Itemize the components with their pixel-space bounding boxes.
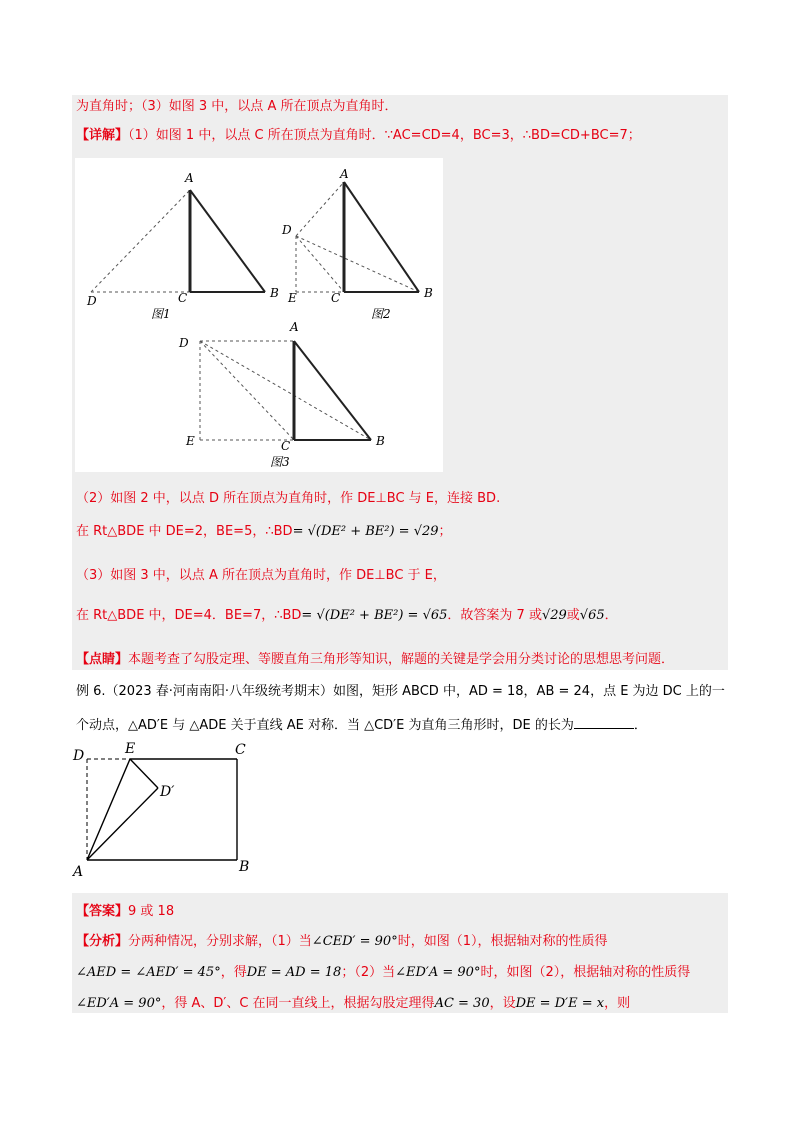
part3-line-1: （3）如图 3 中，以点 A 所在顶点为直角时，作 DE⊥BC 于 E， <box>76 568 446 583</box>
fig2-label-E: E <box>288 291 297 305</box>
fig3-label-D: D <box>179 336 189 350</box>
fig3-label-E: E <box>186 434 195 448</box>
rectangle-figure <box>72 740 272 882</box>
rect-label-C: C <box>235 742 246 758</box>
rect-label-B: B <box>239 859 250 875</box>
detail-text: （1）如图 1 中，以点 C 所在顶点为直角时．∵AC=CD=4，BC=3，∴BD=CD+BC=7； <box>128 128 641 143</box>
answer-sqrt29: √29 <box>541 608 567 623</box>
comment-tag: 【点睛】 <box>76 652 129 667</box>
part2-line-2: 在 Rt△BDE 中 DE=2，BE=5，∴BD= √(DE² + BE²) = √29； <box>76 524 452 539</box>
fig2-label-B: B <box>424 286 433 300</box>
answer-sqrt65: √65 <box>579 608 605 623</box>
rect-label-Dprime: D′ <box>160 784 175 800</box>
part2-line-1: （2）如图 2 中，以点 D 所在顶点为直角时，作 DE⊥BC 与 E，连接 BD. <box>76 491 501 506</box>
figure-group-1-3 <box>75 158 443 472</box>
fig2-label-C: C <box>331 291 341 305</box>
part2-formula: = √(DE² + BE²) = √29 <box>292 524 439 539</box>
fig1-label-D: D <box>87 294 97 308</box>
detail-tag: 【详解】 <box>76 128 129 143</box>
figures-svg <box>75 158 443 472</box>
figure-1 <box>86 171 279 321</box>
example-line-1: 例 6.（2023 春·河南南阳·八年级统考期末）如图，矩形 ABCD 中，AD = 18，AB = 24，点 E 为边 DC 上的一 <box>76 684 725 699</box>
fig2-caption: 图2 <box>371 307 391 321</box>
comment-text: 本题考查了勾股定理、等腰直角三角形等知识，解题的关键是学会用分类讨论的思想思考问题． <box>128 652 675 667</box>
fig1-label-A: A <box>185 171 194 185</box>
answer-tag: 【答案】 <box>76 904 129 919</box>
part3-formula: = √(DE² + BE²) = √65 <box>301 608 448 623</box>
rect-label-D: D <box>73 748 85 764</box>
solution-line-1: 为直角时；（3）如图 3 中，以点 A 所在顶点为直角时． <box>76 99 398 114</box>
fig1-caption: 图1 <box>151 307 171 321</box>
fig2-label-D: D <box>282 223 292 237</box>
fig2-label-A: A <box>340 167 349 181</box>
fig3-label-A: A <box>290 320 299 334</box>
comment-line <box>76 650 674 670</box>
analysis-tag: 【分析】 <box>76 934 129 949</box>
answer-text: 9 或 18 <box>128 904 175 919</box>
figure-3 <box>178 320 385 469</box>
answer-blank <box>574 728 634 729</box>
fig1-label-B: B <box>270 286 279 300</box>
detail-line <box>76 126 641 146</box>
analysis-line-1: 【分析】分两种情况，分别求解，（1）当∠CED′ = 90°时，如图（1），根据轴对称的性质得 <box>76 934 608 949</box>
part3-line-2: 在 Rt△BDE 中，DE=4．BE=7，∴BD= √(DE² + BE²) = √65．故答案为 7 或√29或√65． <box>76 608 618 623</box>
figure-2 <box>281 167 433 321</box>
answer-line <box>76 902 174 922</box>
rectangle-svg <box>72 740 272 882</box>
example-line-2: 个动点，△AD′E 与 △ADE 关于直线 AE 对称．当 △CD′E 为直角三角形时，DE 的长为 ． <box>76 718 647 733</box>
fig3-label-C: C <box>281 439 291 453</box>
rect-label-E: E <box>125 741 136 757</box>
rect-label-A: A <box>73 864 84 880</box>
fig3-label-B: B <box>376 434 385 448</box>
analysis-line-2: ∠AED = ∠AED′ = 45°，得DE = AD = 18；（2）当∠ED′A = 90°时，如图（2），根据轴对称的性质得 <box>76 965 691 980</box>
fig1-label-C: C <box>178 291 188 305</box>
analysis-line-3: ∠ED′A = 90°，得 A、D′、C 在同一直线上，根据勾股定理得AC = 30，设DE = D′E = x，则 <box>76 996 631 1011</box>
fig3-caption: 图3 <box>270 455 290 469</box>
